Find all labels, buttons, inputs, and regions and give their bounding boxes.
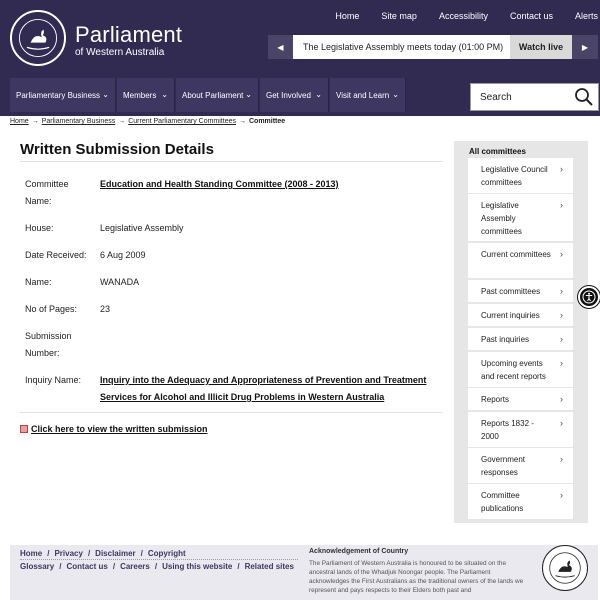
sitting-ticker	[268, 35, 598, 59]
search-placeholder[interactable]: Search	[480, 91, 512, 103]
arrow-right-icon: →	[31, 118, 39, 125]
caret-right-icon[interactable]: ▶	[572, 35, 598, 59]
sidebar-item-reports[interactable]	[468, 388, 573, 410]
acknowledgement-text: The Parliament of Western Australia is honoured to be situated on the ancestral lands of the Whadjuk Noongar people. The Parliament acknowledges the First Australians as the traditional owners of the lands we represent and pays respects to their Elders both past and	[309, 560, 524, 594]
footer-link-copyright[interactable]: Copyright	[147, 548, 186, 558]
chevron-right-icon: ›	[560, 418, 563, 428]
chevron-right-icon: ›	[560, 310, 563, 320]
sidebar-item-label: Committee publications	[481, 491, 524, 513]
inquiry-name-link[interactable]: Inquiry into the Adequacy and Appropriateness of Prevention and Treatment Services for Alcohol and Illicit Drug Problems in Western Australia	[100, 375, 427, 402]
committees-sidebar	[454, 141, 588, 523]
footer-separator: /	[47, 548, 50, 558]
parliament-seal-logo	[542, 545, 588, 591]
sidebar-item-label: Government responses	[481, 455, 526, 477]
sidebar-item-label: Legislative Council committees	[481, 165, 548, 187]
chevron-right-icon: ›	[560, 164, 563, 174]
footer-separator: /	[154, 561, 158, 571]
footer-link-glossary[interactable]: Glossary	[20, 561, 55, 571]
top-link-home[interactable]: Home	[335, 11, 360, 21]
nav-label: Parliamentary Business	[16, 90, 101, 100]
detail-label: Inquiry Name:	[25, 375, 82, 385]
sidebar-item-label: Current inquiries	[481, 311, 540, 320]
top-link-contact-us[interactable]: Contact us	[509, 11, 553, 21]
footer-link-privacy[interactable]: Privacy	[54, 548, 83, 558]
breadcrumb	[10, 118, 285, 125]
footer-link-contact-us[interactable]: Contact us	[66, 561, 108, 571]
sidebar-item-legislative-assembly-committees[interactable]	[468, 194, 573, 241]
arrow-right-icon: →	[238, 118, 246, 125]
committee-name-link[interactable]: Education and Health Standing Committee (2008 - 2013)	[100, 179, 339, 189]
chevron-right-icon: ›	[560, 286, 563, 296]
nav-label: Visit and Learn	[336, 90, 390, 100]
search-input[interactable]	[470, 83, 599, 111]
view-submission-label[interactable]: Click here to view the written submission	[31, 424, 208, 434]
sidebar-item-legislative-council-committees[interactable]	[468, 158, 573, 193]
page-title: Written Submission Details	[20, 141, 214, 158]
chevron-down-icon: ⌄	[102, 90, 109, 99]
nav-visit-and-learn[interactable]	[330, 78, 406, 112]
nav-label: Members	[123, 90, 157, 100]
caret-left-icon[interactable]: ◀	[268, 35, 293, 59]
chevron-down-icon: ⌄	[392, 90, 399, 99]
nav-label: Get Involved	[266, 90, 311, 100]
site-title[interactable]: Parliament	[75, 22, 183, 47]
site-footer	[10, 545, 598, 600]
footer-link-using-this-website[interactable]: Using this website	[162, 561, 233, 571]
nav-members[interactable]	[117, 78, 175, 112]
top-link-site-map[interactable]: Site map	[381, 11, 417, 21]
sidebar-item-label: Current committees	[481, 250, 551, 259]
chevron-down-icon: ⌄	[315, 90, 322, 99]
detail-label: Date Received:	[25, 250, 87, 260]
footer-separator: /	[87, 548, 91, 558]
footer-link-home[interactable]: Home	[20, 548, 43, 558]
nav-label: About Parliament	[182, 90, 244, 100]
document-icon	[20, 425, 28, 433]
sidebar-item-past-committees[interactable]	[468, 280, 573, 302]
accessibility-icon[interactable]	[578, 286, 600, 308]
detail-label: Committee Name:	[25, 179, 69, 206]
detail-value: 23	[100, 304, 111, 314]
chevron-right-icon: ›	[560, 334, 563, 344]
sidebar-item-label: Past committees	[481, 287, 541, 296]
footer-separator: /	[140, 548, 143, 558]
footer-link-related-sites[interactable]: Related sites	[244, 561, 294, 571]
footer-link-careers[interactable]: Careers	[120, 561, 150, 571]
footer-links	[20, 547, 294, 573]
chevron-down-icon: ⌄	[245, 90, 252, 99]
ticker-message: The Legislative Assembly meets today (01:00 PM)	[303, 42, 504, 52]
chevron-right-icon: ›	[560, 200, 563, 210]
sidebar-item-label: Past inquiries	[481, 335, 530, 344]
view-submission-link[interactable]	[20, 424, 208, 434]
sidebar-item-past-inquiries[interactable]	[468, 328, 573, 350]
utility-links	[324, 11, 600, 21]
nav-get-involved[interactable]	[260, 78, 329, 112]
breadcrumb-current-committees[interactable]: Current Parliamentary Committees	[128, 118, 236, 125]
nav-parliamentary-business[interactable]	[10, 78, 116, 112]
chevron-right-icon: ›	[560, 454, 563, 464]
nav-about-parliament[interactable]	[176, 78, 259, 112]
sidebar-item-reports-1832-2000[interactable]	[468, 412, 573, 447]
footer-link-disclaimer[interactable]: Disclaimer	[95, 548, 136, 558]
breadcrumb-home[interactable]: Home	[10, 118, 29, 125]
divider	[20, 161, 443, 162]
top-link-alerts[interactable]: Alerts	[574, 11, 598, 21]
site-subtitle: of Western Australia	[75, 47, 165, 58]
detail-label: Name:	[25, 277, 52, 287]
sidebar-item-upcoming-events[interactable]	[468, 352, 573, 387]
footer-divider	[20, 559, 298, 560]
sidebar-item-label: Legislative Assembly committees	[481, 201, 522, 236]
parliament-seal-logo[interactable]	[10, 10, 66, 66]
detail-label: House:	[25, 223, 54, 233]
sidebar-item-current-committees[interactable]	[468, 243, 573, 278]
breadcrumb-parliamentary-business[interactable]: Parliamentary Business	[41, 118, 116, 125]
search-icon[interactable]	[573, 86, 595, 108]
detail-label: No of Pages:	[25, 304, 78, 314]
sidebar-item-current-inquiries[interactable]	[468, 304, 573, 326]
chevron-right-icon: ›	[560, 358, 563, 368]
chevron-right-icon: ›	[560, 490, 563, 500]
acknowledgement-title: Acknowledgement of Country	[309, 548, 409, 555]
arrow-right-icon: →	[118, 118, 126, 125]
detail-label: Submission Number:	[25, 331, 72, 358]
chevron-down-icon: ⌄	[161, 90, 168, 99]
detail-value: Legislative Assembly	[100, 223, 184, 233]
breadcrumb-current: Committee	[248, 118, 286, 125]
watch-live-button[interactable]: Watch live	[510, 35, 572, 59]
footer-separator: /	[237, 561, 240, 571]
sidebar-item-committee-publications[interactable]	[468, 484, 573, 519]
sidebar-heading[interactable]: All committees	[469, 147, 526, 156]
top-link-accessibility[interactable]: Accessibility	[438, 11, 488, 21]
footer-separator: /	[59, 561, 62, 571]
detail-value: WANADA	[100, 277, 140, 287]
footer-separator: /	[112, 561, 116, 571]
divider	[20, 412, 443, 413]
sidebar-item-label: Upcoming events and recent reports	[481, 359, 546, 381]
chevron-right-icon: ›	[560, 249, 563, 259]
sidebar-item-government-responses[interactable]	[468, 448, 573, 483]
chevron-right-icon: ›	[560, 394, 563, 404]
sidebar-item-label: Reports	[481, 395, 510, 404]
detail-value: 6 Aug 2009	[100, 250, 146, 260]
sidebar-item-label: Reports 1832 - 2000	[481, 419, 534, 441]
